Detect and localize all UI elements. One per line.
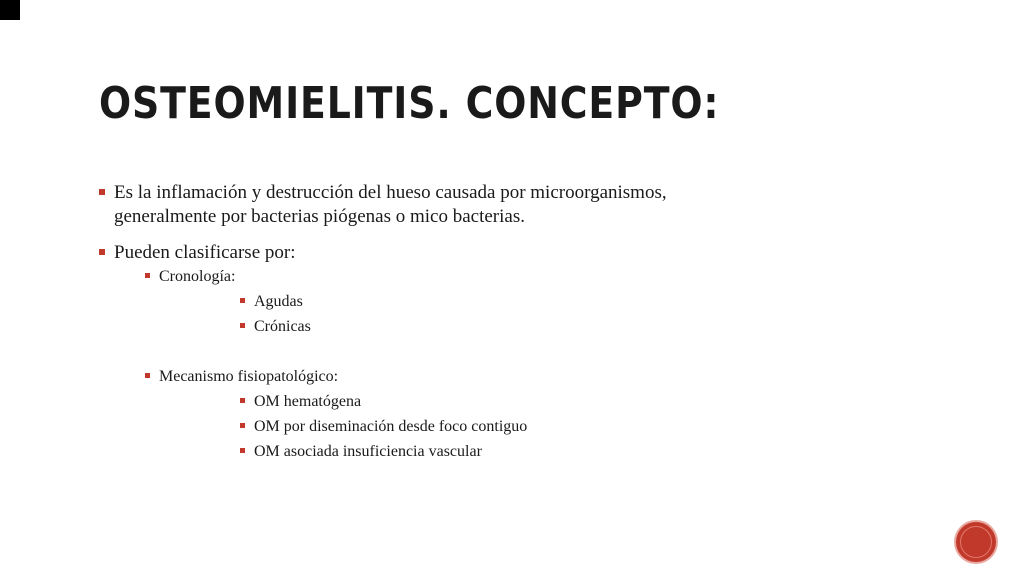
square-bullet-icon xyxy=(99,249,105,255)
bullet-chronology-item xyxy=(240,292,303,312)
square-bullet-icon xyxy=(240,298,245,303)
chronology-item-text: Crónicas xyxy=(254,318,311,335)
bullet-mechanism-item xyxy=(240,417,527,437)
mechanism-item-text: OM asociada insuficiencia vascular xyxy=(254,443,482,460)
square-bullet-icon xyxy=(240,398,245,403)
red-circle-inner-ring xyxy=(960,526,992,558)
bullet-mechanism xyxy=(145,367,338,387)
bullet-chronology-item xyxy=(240,317,311,337)
square-bullet-icon xyxy=(145,273,150,278)
bullet-classify-text: Pueden clasificarse por: xyxy=(114,242,296,263)
square-bullet-icon xyxy=(99,189,105,195)
bullet-classify xyxy=(99,241,295,265)
bullet-chronology-text: Cronología: xyxy=(159,268,236,285)
square-bullet-icon xyxy=(145,373,150,378)
definition-line-2: generalmente por bacterias piógenas o mico bacterias. xyxy=(114,206,525,227)
definition-line-1: Es la inflamación y destrucción del hueso causada por microorganismos, xyxy=(114,182,667,203)
bullet-mechanism-item xyxy=(240,392,361,412)
square-bullet-icon xyxy=(240,323,245,328)
square-bullet-icon xyxy=(240,423,245,428)
mechanism-item-text: OM hematógena xyxy=(254,393,362,410)
bullet-chronology xyxy=(145,267,235,287)
chronology-item-text: Agudas xyxy=(254,293,303,310)
bullet-definition-text xyxy=(114,181,667,229)
bullet-mechanism-text: Mecanismo fisiopatológico: xyxy=(159,368,339,385)
mechanism-item-text: OM por diseminación desde foco contiguo xyxy=(254,418,528,435)
square-bullet-icon xyxy=(240,448,245,453)
bullet-definition xyxy=(99,181,667,229)
red-circle-icon xyxy=(956,522,996,562)
slide-title: OSTEOMIELITIS. CONCEPTO: xyxy=(99,78,720,129)
bullet-mechanism-item xyxy=(240,442,482,462)
